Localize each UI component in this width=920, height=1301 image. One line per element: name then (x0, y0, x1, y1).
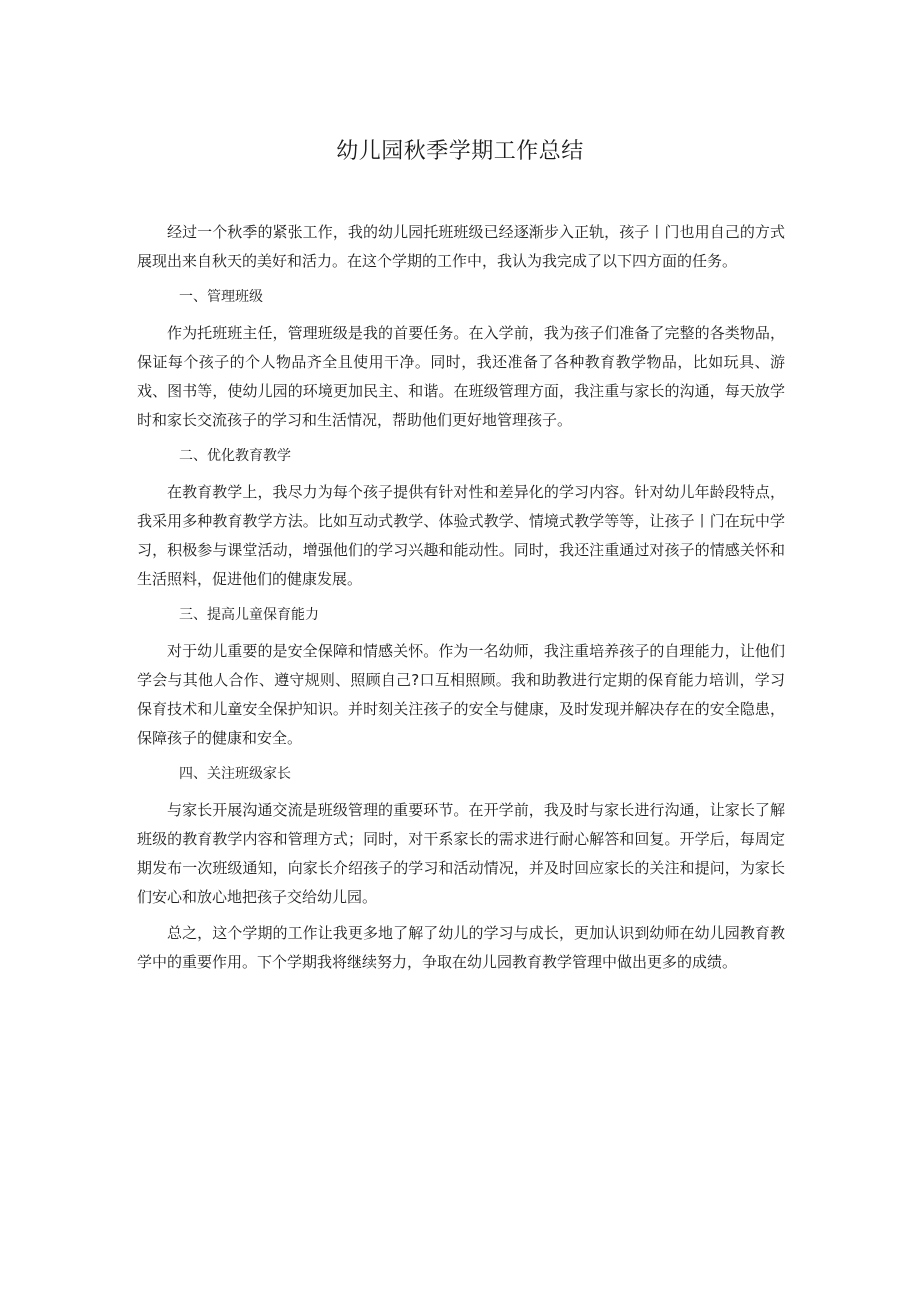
intro-paragraph: 经过一个秋季的紧张工作，我的幼儿园托班班级已经逐渐步入正轨，孩子丨门也用自己的方式展现出来自秋天的美好和活力。在这个学期的工作中，我认为我完成了以下四方面的任务。 (137, 223, 785, 270)
section-heading-teaching: 二、优化教育教学 (179, 448, 291, 464)
section-paragraph-teaching: 在教育教学上，我尽力为每个孩子提供有针对性和差异化的学习内容。针对幼儿年龄段特点，我采用多种教育教学方法。比如互动式教学、体验式教学、情境式教学等等，让孩子丨门在玩中学习，积极参与课堂活动，增强他们的学习兴趣和能动性。同时，我还注重通过对孩子的情感关怀和生活照料，促进他们的健康发展。 (137, 483, 785, 588)
section-paragraph-parents: 与家长开展沟通交流是班级管理的重要环节。在开学前，我及时与家长进行沟通，让家长了解班级的教育教学内容和管理方式；同时，对干系家长的需求进行耐心解答和回复。开学后，每周定期发布一次班级通知，向家长介绍孩子的学习和活动情况，并及时回应家长的关注和提问，为家长们安心和放心地把孩子交给幼儿园。 (137, 801, 785, 906)
section-heading-management: 一、管理班级 (179, 289, 263, 305)
document-body (137, 218, 785, 984)
section-paragraph-management: 作为托班班主任，管理班级是我的首要任务。在入学前，我为孩子们准备了完整的各类物品，保证每个孩子的个人物品齐全且使用干净。同时，我还准备了各种教育教学物品，比如玩具、游戏、图书等，使幼儿园的环境更加民主、和谐。在班级管理方面，我注重与家长的沟通，每天放学时和家长交流孩子的学习和生活情况，帮助他们更好地管理孩子。 (137, 324, 785, 429)
section-heading-childcare: 三、提高儿童保育能力 (179, 607, 319, 623)
document-title: 幼儿园秋季学期工作总结 (336, 139, 584, 164)
section-heading-parents: 四、关注班级家长 (179, 766, 291, 782)
section-paragraph-childcare: 对于幼儿重要的是安全保障和情感关怀。作为一名幼师，我注重培养孩子的自理能力，让他们学会与其他人合作、遵守规则、照顾自己?口互相照顾。我和助教进行定期的保育能力培训，学习保育技术和儿童安全保护知识。并时刻关注孩子的安全与健康，及时发现并解决存在的安全隐患，保障孩子的健康和安全。 (137, 642, 785, 747)
conclusion-paragraph: 总之，这个学期的工作让我更多地了解了幼儿的学习与成长，更加认识到幼师在幼儿园教育教学中的重要作用。下个学期我将继续努力，争取在幼儿园教育教学管理中做出更多的成绩。 (137, 924, 785, 971)
